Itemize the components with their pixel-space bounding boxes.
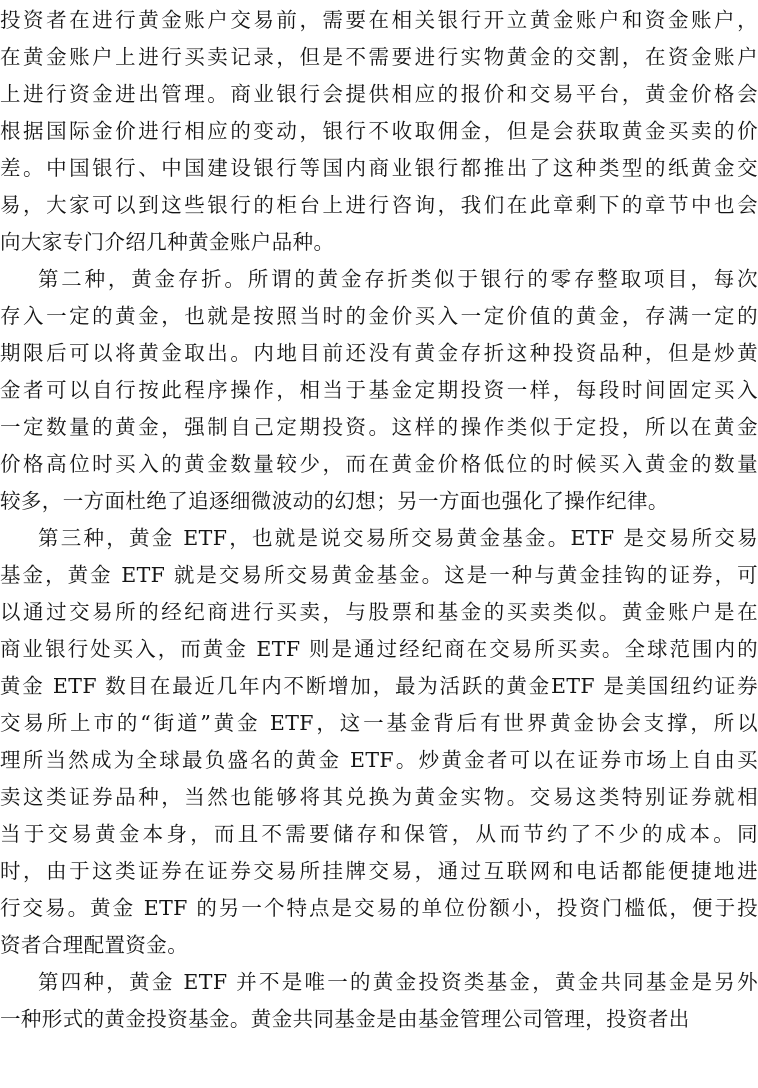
text-line bbox=[0, 261, 758, 298]
text-line bbox=[0, 705, 758, 742]
paragraph-text: 上进行资金进出管理。商业银行会提供相应的报价和交易平台，黄金价格会 bbox=[0, 82, 758, 106]
text-line bbox=[0, 742, 758, 779]
paragraph-text: 交易所上市的“街道”黄金 ETF，这一基金背后有世界黄金协会支撑，所以 bbox=[0, 711, 758, 735]
paragraph-text: 以通过交易所的经纪商进行买卖，与股票和基金的买卖类似。黄金账户是在 bbox=[0, 600, 758, 624]
text-line bbox=[0, 76, 758, 113]
text-line bbox=[0, 224, 758, 261]
text-line bbox=[0, 816, 758, 853]
paragraph-text: 第三种，黄金 ETF，也就是说交易所交易黄金基金。ETF 是交易所交易 bbox=[38, 526, 758, 550]
text-line bbox=[0, 298, 758, 335]
text-line bbox=[0, 853, 758, 890]
text-line bbox=[0, 372, 758, 409]
paragraph-text: 第四种，黄金 ETF 并不是唯一的黄金投资类基金，黄金共同基金是另外 bbox=[38, 970, 758, 994]
paragraph-text: 较多，一方面杜绝了追逐细微波动的幻想；另一方面也强化了操作纪律。 bbox=[0, 489, 669, 513]
text-line bbox=[0, 557, 758, 594]
text-line bbox=[0, 335, 758, 372]
paragraph-text: 黄金 ETF 数目在最近几年内不断增加，最为活跃的黄金ETF 是美国纽约证券 bbox=[0, 674, 758, 698]
paragraph-text: 差。中国银行、中国建设银行等国内商业银行都推出了这种类型的纸黄金交 bbox=[0, 156, 758, 180]
text-line bbox=[0, 187, 758, 224]
text-line bbox=[0, 39, 758, 76]
text-line bbox=[0, 927, 758, 964]
paragraph-text: 行交易。黄金 ETF 的另一个特点是交易的单位份额小，投资门槛低，便于投 bbox=[0, 896, 758, 920]
paragraph-text: 向大家专门介绍几种黄金账户品种。 bbox=[0, 230, 335, 254]
text-line bbox=[0, 668, 758, 705]
paragraph-text: 在黄金账户上进行买卖记录，但是不需要进行实物黄金的交割，在资金账户 bbox=[0, 45, 758, 69]
paragraph-text: 商业银行处买入，而黄金 ETF 则是通过经纪商在交易所买卖。全球范围内的 bbox=[0, 637, 758, 661]
paragraph-text: 一定数量的黄金，强制自己定期投资。这样的操作类似于定投，所以在黄金 bbox=[0, 415, 758, 439]
paragraph-text: 期限后可以将黄金取出。内地目前还没有黄金存折这种投资品种，但是炒黄 bbox=[0, 341, 758, 365]
text-line bbox=[0, 409, 758, 446]
paragraph-text: 资者合理配置资金。 bbox=[0, 933, 189, 957]
text-line bbox=[0, 150, 758, 187]
text-line bbox=[0, 446, 758, 483]
paragraph-text: 卖这类证券品种，当然也能够将其兑换为黄金实物。交易这类特别证券就相 bbox=[0, 785, 758, 809]
text-line bbox=[0, 520, 758, 557]
text-line bbox=[0, 113, 758, 150]
paragraph-text: 易，大家可以到这些银行的柜台上进行咨询，我们在此章剩下的章节中也会 bbox=[0, 193, 758, 217]
paragraph-text: 根据国际金价进行相应的变动，银行不收取佣金，但是会获取黄金买卖的价 bbox=[0, 119, 758, 143]
text-line bbox=[0, 1001, 758, 1038]
paragraph-text: 基金，黄金 ETF 就是交易所交易黄金基金。这是一种与黄金挂钩的证券，可 bbox=[0, 563, 758, 587]
text-line bbox=[0, 483, 758, 520]
paragraph-text: 金者可以自行按此程序操作，相当于基金定期投资一样，每段时间固定买入 bbox=[0, 378, 758, 402]
paragraph-text: 一种形式的黄金投资基金。黄金共同基金是由基金管理公司管理，投资者出 bbox=[0, 1007, 690, 1031]
text-line bbox=[0, 890, 758, 927]
text-line bbox=[0, 631, 758, 668]
text-line bbox=[0, 964, 758, 1001]
paragraph-text: 存入一定的黄金，也就是按照当时的金价买入一定价值的黄金，存满一定的 bbox=[0, 304, 758, 328]
text-line bbox=[0, 594, 758, 631]
paragraph-text: 时，由于这类证券在证券交易所挂牌交易，通过互联网和电话都能便捷地进 bbox=[0, 859, 758, 883]
paragraph-text: 第二种，黄金存折。所谓的黄金存折类似于银行的零存整取项目，每次 bbox=[38, 267, 758, 291]
paragraph-text: 当于交易黄金本身，而且不需要储存和保管，从而节约了不少的成本。同 bbox=[0, 822, 758, 846]
paragraph-text: 投资者在进行黄金账户交易前，需要在相关银行开立黄金账户和资金账户， bbox=[0, 8, 758, 32]
text-line bbox=[0, 779, 758, 816]
paragraph-text: 理所当然成为全球最负盛名的黄金 ETF。炒黄金者可以在证券市场上自由买 bbox=[0, 748, 758, 772]
text-line bbox=[0, 2, 758, 39]
paragraph-text: 价格高位时买入的黄金数量较少，而在黄金价格低位的时候买入黄金的数量 bbox=[0, 452, 758, 476]
